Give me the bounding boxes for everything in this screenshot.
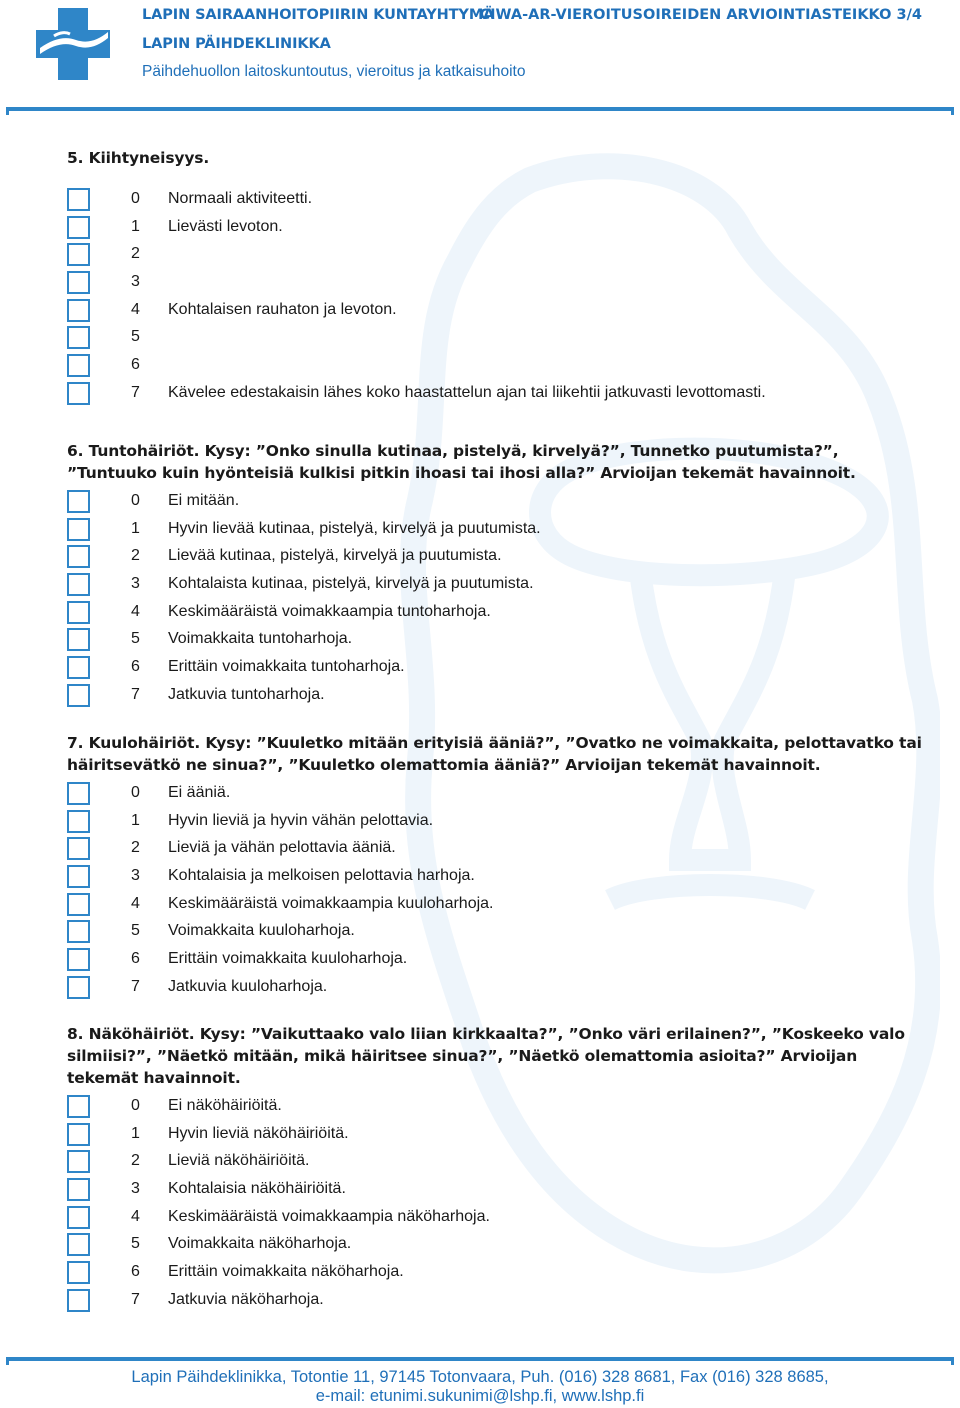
score-description: Kohtalaista kutinaa, pistelyä, kirvelyä ja puutumista. — [168, 575, 534, 593]
score-checkbox[interactable] — [67, 1150, 90, 1173]
score-number: 6 — [131, 356, 140, 374]
score-checkbox[interactable] — [67, 865, 90, 888]
score-description: Keskimääräistä voimakkaampia näköharhoja. — [168, 1207, 490, 1225]
score-description: Lievää kutinaa, pistelyä, kirvelyä ja puutumista. — [168, 547, 502, 565]
score-checkbox[interactable] — [67, 1261, 90, 1284]
section-tactile-disturbances — [67, 440, 927, 712]
score-description: Erittäin voimakkaita kuuloharhoja. — [168, 950, 408, 968]
score-number: 1 — [131, 811, 140, 829]
score-checkbox[interactable] — [67, 837, 90, 860]
score-checkbox[interactable] — [67, 810, 90, 833]
score-description: Hyvin lieviä ja hyvin vähän pelottavia. — [168, 811, 434, 829]
option-list — [67, 490, 927, 712]
option-list — [67, 1095, 927, 1317]
score-number: 4 — [131, 602, 140, 620]
organization-name: LAPIN SAIRAANHOITOPIIRIN KUNTAYHTYMÄ — [142, 7, 495, 23]
score-checkbox[interactable] — [67, 382, 90, 405]
score-checkbox[interactable] — [67, 684, 90, 707]
score-checkbox[interactable] — [67, 782, 90, 805]
score-number: 3 — [131, 1180, 140, 1198]
list-item — [67, 243, 927, 271]
score-description: Kävelee edestakaisin lähes koko haastattelun ajan tai liikehtii jatkuvasti levottomasti. — [168, 383, 766, 401]
list-item — [67, 782, 927, 810]
score-checkbox[interactable] — [67, 188, 90, 211]
list-item — [67, 518, 927, 546]
score-checkbox[interactable] — [67, 656, 90, 679]
score-checkbox[interactable] — [67, 1123, 90, 1146]
score-checkbox[interactable] — [67, 893, 90, 916]
score-checkbox[interactable] — [67, 243, 90, 266]
score-number: 4 — [131, 300, 140, 318]
score-number: 6 — [131, 658, 140, 676]
score-description: Ei näköhäiriöitä. — [168, 1097, 282, 1114]
section-visual-disturbances — [67, 1023, 927, 1317]
footer-address: Lapin Päihdeklinikka, Totontie 11, 97145 Totonvaara, Puh. (016) 328 8681, Fax (016) 328 8685, — [131, 1368, 829, 1386]
score-description: Keskimääräistä voimakkaampia kuuloharhoja. — [168, 894, 494, 912]
score-checkbox[interactable] — [67, 1095, 90, 1118]
list-item — [67, 382, 927, 410]
score-checkbox[interactable] — [67, 1233, 90, 1256]
list-item — [67, 545, 927, 573]
list-item — [67, 865, 927, 893]
list-item — [67, 188, 927, 216]
score-description: Kohtalaisen rauhaton ja levoton. — [168, 300, 397, 318]
score-description: Lieviä ja vähän pelottavia ääniä. — [168, 839, 396, 857]
score-number: 5 — [131, 922, 140, 940]
list-item — [67, 628, 927, 656]
section-auditory-disturbances — [67, 732, 927, 1004]
score-description: Lievästi levoton. — [168, 217, 283, 235]
list-item — [67, 1261, 927, 1289]
list-item — [67, 601, 927, 629]
list-item — [67, 1123, 927, 1151]
score-description: Keskimääräistä voimakkaampia tuntoharhoja. — [168, 602, 491, 620]
score-number: 4 — [131, 894, 140, 912]
score-checkbox[interactable] — [67, 216, 90, 239]
score-number: 2 — [131, 547, 140, 565]
score-checkbox[interactable] — [67, 1206, 90, 1229]
score-description: Jatkuvia tuntoharhoja. — [168, 685, 325, 703]
score-checkbox[interactable] — [67, 518, 90, 541]
score-description: Kohtalaisia näköhäiriöitä. — [168, 1180, 346, 1198]
score-number: 1 — [131, 1124, 140, 1142]
score-description: Voimakkaita näköharhoja. — [168, 1235, 352, 1253]
score-description: Voimakkaita kuuloharhoja. — [168, 922, 355, 940]
score-number: 0 — [131, 190, 140, 207]
score-number: 7 — [131, 1290, 140, 1308]
score-number: 1 — [131, 217, 140, 235]
list-item — [67, 948, 927, 976]
section-agitation — [67, 147, 927, 410]
option-list — [67, 188, 927, 410]
list-item — [67, 1150, 927, 1178]
score-description: Lieviä näköhäiriöitä. — [168, 1152, 310, 1170]
list-item — [67, 810, 927, 838]
list-item — [67, 1289, 927, 1317]
list-item — [67, 837, 927, 865]
list-item — [67, 1178, 927, 1206]
list-item — [67, 573, 927, 601]
score-description: Jatkuvia kuuloharhoja. — [168, 977, 328, 995]
list-item — [67, 354, 927, 382]
score-description: Voimakkaita tuntoharhoja. — [168, 630, 353, 648]
score-checkbox[interactable] — [67, 601, 90, 624]
score-number: 4 — [131, 1207, 140, 1225]
section-title: 5. Kiihtyneisyys. — [67, 149, 210, 167]
score-checkbox[interactable] — [67, 920, 90, 943]
page-footer — [0, 1368, 960, 1406]
score-number: 5 — [131, 630, 140, 648]
score-checkbox[interactable] — [67, 490, 90, 513]
score-number: 6 — [131, 1263, 140, 1281]
list-item — [67, 920, 927, 948]
score-number: 7 — [131, 685, 140, 703]
score-checkbox[interactable] — [67, 1178, 90, 1201]
score-description: Kohtalaisia ja melkoisen pelottavia harhoja. — [168, 867, 475, 885]
score-checkbox[interactable] — [67, 628, 90, 651]
score-checkbox[interactable] — [67, 1289, 90, 1312]
score-number: 0 — [131, 1097, 140, 1114]
score-description: Hyvin lieviä näköhäiriöitä. — [168, 1124, 349, 1142]
score-number: 1 — [131, 519, 140, 537]
score-description: Jatkuvia näköharhoja. — [168, 1290, 324, 1308]
score-checkbox[interactable] — [67, 545, 90, 568]
medical-cross-logo-icon — [36, 8, 110, 80]
score-number: 6 — [131, 950, 140, 968]
list-item — [67, 216, 927, 244]
score-checkbox[interactable] — [67, 948, 90, 971]
score-number: 3 — [131, 867, 140, 885]
score-description: Erittäin voimakkaita näköharhoja. — [168, 1263, 404, 1281]
document-title: CIWA-AR-VIEROITUSOIREIDEN ARVIOINTIASTEIKKO 3/4 — [479, 7, 922, 23]
score-description: Normaali aktiviteetti. — [168, 190, 313, 207]
list-item — [67, 684, 927, 712]
score-number: 2 — [131, 245, 140, 263]
section-title: 7. Kuulohäiriöt. Kysy: ”Kuuletko mitään erityisiä ääniä?”, ”Ovatko ne voimakkaita, pelottavatko tai häiritsevätkö ne sinua?”, ”Kuuletko olemattomia ääniä?” Arvioijan tekemät havainnoit. — [67, 734, 922, 774]
score-number: 2 — [131, 839, 140, 857]
score-checkbox[interactable] — [67, 573, 90, 596]
list-item — [67, 893, 927, 921]
option-list — [67, 782, 927, 1004]
section-title: 8. Näköhäiriöt. Kysy: ”Vaikuttaako valo liian kirkkaalta?”, ”Onko väri erilainen?”, ”Koskeeko valo silmiisi?”, ”Näetkö mitään, mikä häiritsee sinua?”, ”Näetkö olemattomia asioita?” Arvioijan tekemät havainnoit. — [67, 1025, 905, 1087]
page-header — [0, 0, 960, 100]
list-item — [67, 656, 927, 684]
score-checkbox[interactable] — [67, 271, 90, 294]
score-checkbox[interactable] — [67, 976, 90, 999]
clinic-description: Päihdehuollon laitoskuntoutus, vieroitus ja katkaisuhoito — [142, 63, 526, 80]
list-item — [67, 299, 927, 327]
score-number: 5 — [131, 1235, 140, 1253]
score-description: Ei mitään. — [168, 492, 240, 509]
score-number: 3 — [131, 575, 140, 593]
clinic-name: LAPIN PÄIHDEKLINIKKA — [142, 36, 331, 52]
header-divider — [6, 107, 954, 111]
list-item — [67, 326, 927, 354]
score-number: 0 — [131, 784, 140, 801]
score-number: 0 — [131, 492, 140, 509]
list-item — [67, 976, 927, 1004]
footer-divider — [6, 1357, 954, 1361]
list-item — [67, 1233, 927, 1261]
list-item — [67, 271, 927, 299]
score-number: 5 — [131, 328, 140, 346]
score-number: 2 — [131, 1152, 140, 1170]
footer-contact: e-mail: etunimi.sukunimi@lshp.fi, www.lshp.fi — [315, 1387, 645, 1405]
score-checkbox[interactable] — [67, 354, 90, 377]
score-description: Erittäin voimakkaita tuntoharhoja. — [168, 658, 405, 676]
score-description: Ei ääniä. — [168, 784, 231, 801]
score-number: 7 — [131, 383, 140, 401]
score-number: 7 — [131, 977, 140, 995]
list-item — [67, 1095, 927, 1123]
list-item — [67, 490, 927, 518]
score-description: Hyvin lievää kutinaa, pistelyä, kirvelyä ja puutumista. — [168, 519, 541, 537]
list-item — [67, 1206, 927, 1234]
score-number: 3 — [131, 273, 140, 291]
score-checkbox[interactable] — [67, 299, 90, 322]
section-title: 6. Tuntohäiriöt. Kysy: ”Onko sinulla kutinaa, pistelyä, kirvelyä?”, Tunnetko puutumista?”, ”Tuntuuko kuin hyönteisiä kulkisi pitkin ihoasi tai ihosi alla?” Arvioijan tekemät havainnoit. — [67, 442, 856, 482]
score-checkbox[interactable] — [67, 326, 90, 349]
